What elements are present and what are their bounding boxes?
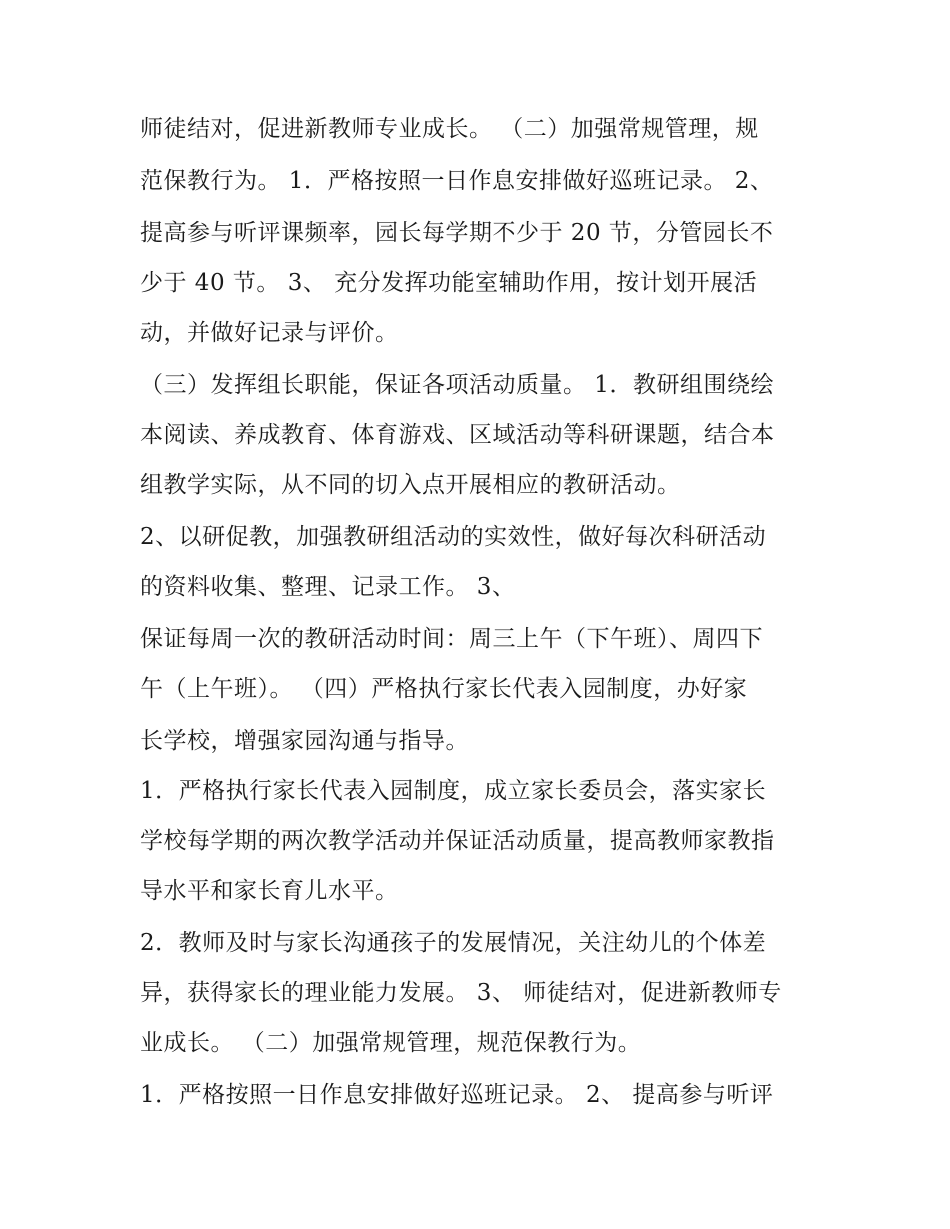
text-line: 长学校，增强家园沟通与指导。 [140,728,469,754]
text-line: 范保教行为。 1．严格按照一日作息安排做好巡班记录。 2、 [140,168,774,194]
text-line: 少于 40 节。 3、 充分发挥功能室辅助作用，按计划开展活 [140,270,758,296]
text-line: 1．严格执行家长代表入园制度，成立家长委员会，落实家长 [140,778,767,804]
text-line: 1．严格按照一日作息安排做好巡班记录。 2、 提高参与听评 [140,1082,774,1108]
text-line: 异，获得家长的理业能力发展。 3、 师徒结对，促进新教师专 [140,980,782,1006]
text-line: 保证每周一次的教研活动时间：周三上午（下午班）、周四下 [140,626,763,652]
text-line: 学校每学期的两次教学活动并保证活动质量，提高教师家教指 [140,828,775,854]
text-line: （三）发挥组长职能，保证各项活动质量。 1．教研组围绕绘 [140,372,774,398]
text-line: 导水平和家长育儿水平。 [140,878,399,904]
text-line: 师徒结对，促进新教师专业成长。 （二）加强常规管理，规 [140,116,759,142]
text-line: 午（上午班）。 （四）严格执行家长代表入园制度，办好家 [140,676,748,702]
text-line: 2、以研促教，加强教研组活动的实效性，做好每次科研活动 [140,524,767,550]
text-line: 的资料收集、整理、记录工作。 3、 [140,574,516,600]
text-line: 提高参与听评课频率，园长每学期不少于 20 节，分管园长不 [140,220,774,246]
text-line: 本阅读、养成教育、体育游戏、区域活动等科研课题，结合本 [140,422,775,448]
text-line: 业成长。 （二）加强常规管理，规范保教行为。 [140,1030,642,1056]
text-line: 组教学实际，从不同的切入点开展相应的教研活动。 [140,472,681,498]
text-line: 2．教师及时与家长沟通孩子的发展情况，关注幼儿的个体差 [140,930,767,956]
text-line: 动，并做好记录与评价。 [140,320,399,346]
